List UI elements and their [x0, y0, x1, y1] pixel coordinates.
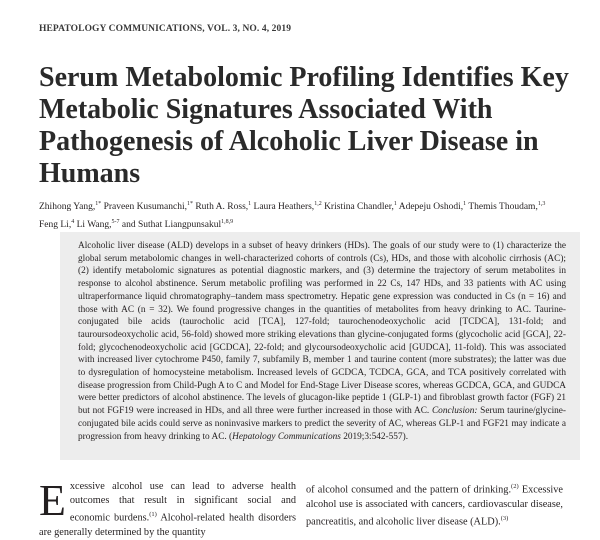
drop-cap: E: [39, 476, 66, 525]
author: [39, 202, 101, 212]
author: [324, 202, 397, 212]
author-affiliation: 1,3: [537, 201, 546, 207]
author-affiliation: 1: [248, 201, 252, 207]
abstract-conclusion: Serum taurine/glycine-conjugated bile acids could serve as noninvasive markers to predict the severity of AC, whereas GLP-1 and FGF21 may indicate a progression from heavy drinking to AC.: [78, 406, 567, 442]
journal-header: HEPATOLOGY COMMUNICATIONS, VOL. 3, NO. 4, 2019: [39, 24, 292, 34]
author: [254, 202, 322, 212]
body-column-right: [306, 480, 563, 529]
author-list: [39, 197, 559, 233]
author-name: Zhihong Yang,: [39, 202, 96, 213]
author-affiliation: 5-7: [111, 219, 120, 226]
citation-details: 2019;3:542-557).: [343, 431, 409, 442]
body-text-left: xcessive alcohol use can lead to adverse health outcomes that result in significant social and economic burdens.: [69, 481, 296, 524]
abstract: Alcoholic liver disease (ALD) develops in a subset of heavy drinkers (HDs). The goals of our study were to (1) characterize the global serum metabolomic changes in well-characterized cohorts of controls (Cs), HDs, and those with alcoholic cirrhosis (AC); (2) identify metabolomic signatures as potential diagnostic markers, and (3) determine the trajectory of serum metabolites in response to alcohol abstinence. Serum metabolic profiling was performed in 22 Cs, 147 HDs, and 33 patients with AC using ultraperformance liquid chromatography–tandem mass spectrometry. Hepatic gene expression was conducted in Cs (n = 16) and those with AC (n = 32). We found progressive changes in the quantities of metabolites from heavy drinking to AC. Taurine-conjugated bile acids (taurocholic acid [TCA], 127-fold; taurochenodeoxycholic acid [TCDCA], 131-fold; and tauroursodeoxycholic acid, 56-fold) showed more striking elevations than glycine-conjugated forms (glycocholic acid [GCA], 22-fold; glycochenodeoxycholic acid [GCDCA], 22-fold; and glycoursodeoxycholic acid [GUDCA], 11-fold). This was associated with increased liver cytochrome P450, family 7, subfamily B, member 1 and taurine content (more substrates); the latter was due to dysregulation of homocysteine metabolism. Increased levels of GCDCA, TCDCA, GCA, and TCA positively correlated with disease progression from Child-Pugh A to C and Model for End-Stage Liver Disease scores, whereas GCDCA, GCA, and GUDCA were better predictors of alcohol abstinence. The levels of glucagon-like peptide 1 (GLP-1) and fibroblast growth factor (FGF) 21 but not FGF19 were increased in HDs, and all three were further increased in those with AC. Conclusion: Serum taurine/glycine-conjugated bile acids could serve as noninvasive markers to predict the severity of AC, whereas GLP-1 and FGF21 may indicate a progression from heavy drinking to AC. (Hepatology Communications 2019;3:542-557).: [78, 241, 567, 442]
author-affiliation: 1: [393, 201, 397, 207]
author-name: Kristina Chandler,: [324, 202, 394, 213]
citation-journal: Hepatology Communications: [232, 431, 341, 442]
body-text-left-2: Alcohol-related health disorders are generally determined by the quantity: [39, 512, 297, 539]
author-affiliation: 4: [71, 219, 75, 226]
author: [195, 202, 251, 212]
author-name: Li Wang,: [76, 220, 112, 231]
author-name: Laura Heathers,: [253, 202, 315, 213]
author: [104, 202, 193, 212]
article-title: Serum Metabolomic Profiling Identifies Key Metabolic Signatures Associated With Pathogenesis of Alcoholic Liver Disease in Humans: [39, 62, 569, 189]
author-name: Feng Li,: [39, 220, 72, 231]
author-name: Praveen Kusumanchi,: [103, 202, 187, 213]
body-text-right-2: Excessive alcohol use is associated with cancers, cardiovascular disease, pancreatitis, and alcoholic liver disease (ALD).: [306, 484, 563, 528]
abstract-conclusion-label: Conclusion:: [431, 406, 478, 417]
author: [39, 220, 74, 230]
author-affiliation: 1: [463, 201, 467, 207]
author: [399, 202, 466, 212]
author-affiliation: 1*: [95, 201, 102, 207]
author: [122, 220, 233, 230]
reference-link[interactable]: (2): [511, 483, 519, 490]
author-name: Ruth A. Ross,: [195, 202, 249, 213]
author-name: Adepeju Oshodi,: [398, 202, 464, 213]
author-affiliation: 1*: [186, 201, 193, 207]
author-name: Themis Thoudam,: [468, 202, 538, 213]
reference-link[interactable]: (1): [149, 511, 157, 519]
body-text-right: of alcohol consumed and the pattern of drinking.: [306, 484, 512, 496]
author-affiliation: 1,8,9: [221, 219, 234, 226]
author: [468, 202, 545, 212]
reference-link[interactable]: (3): [500, 514, 509, 522]
author: [77, 220, 120, 230]
body-column-left: [39, 476, 297, 540]
author-affiliation: 1,2: [314, 201, 322, 207]
abstract-main: Alcoholic liver disease (ALD) develops in a subset of heavy drinkers (HDs). The goals of our study were to (1) characterize the global serum metabolomic changes in well-characterized cohorts of controls (Cs), HDs, and those with alcoholic cirrhosis (AC); (2) identify metabolomic signatures as potential diagnostic markers, and (3) determine the trajectory of serum metabolites in response to alcohol abstinence. Serum metabolic profiling was performed in 22 Cs, 147 HDs, and 33 patients with AC using ultraperformance liquid chromatography–tandem mass spectrometry. Hepatic gene expression was conducted in Cs (n = 16) and those with AC (n = 32). We found progressive changes in the quantities of metabolites from heavy drinking to AC. Taurine-conjugated bile acids (taurocholic acid [TCA], 127-fold; taurochenodeoxycholic acid [TCDCA], 131-fold; and tauroursodeoxycholic acid, 56-fold) showed more striking elevations than glycine-conjugated forms (glycocholic acid [GCA], 22-fold; glycochenodeoxycholic acid [GCDCA], 22-fold; and glycoursodeoxycholic acid [GUDCA], 11-fold). This was associated with increased liver cytochrome P450, family 7, subfamily B, member 1 and taurine content (more substrates); the latter was due to dysregulation of homocysteine metabolism. Increased levels of GCDCA, TCDCA, GCA, and TCA positively correlated with disease progression from Child-Pugh A to C and Model for End-Stage Liver Disease scores, whereas GCDCA, GCA, and GUDCA were better predictors of alcohol abstinence. The levels of glucagon-like peptide 1 (GLP-1) and fibroblast growth factor (FGF) 21 but not FGF19 were increased in HDs, and all three were further increased in those with AC.: [78, 241, 566, 417]
author-name: and Suthat Liangpunsakul: [121, 220, 222, 231]
